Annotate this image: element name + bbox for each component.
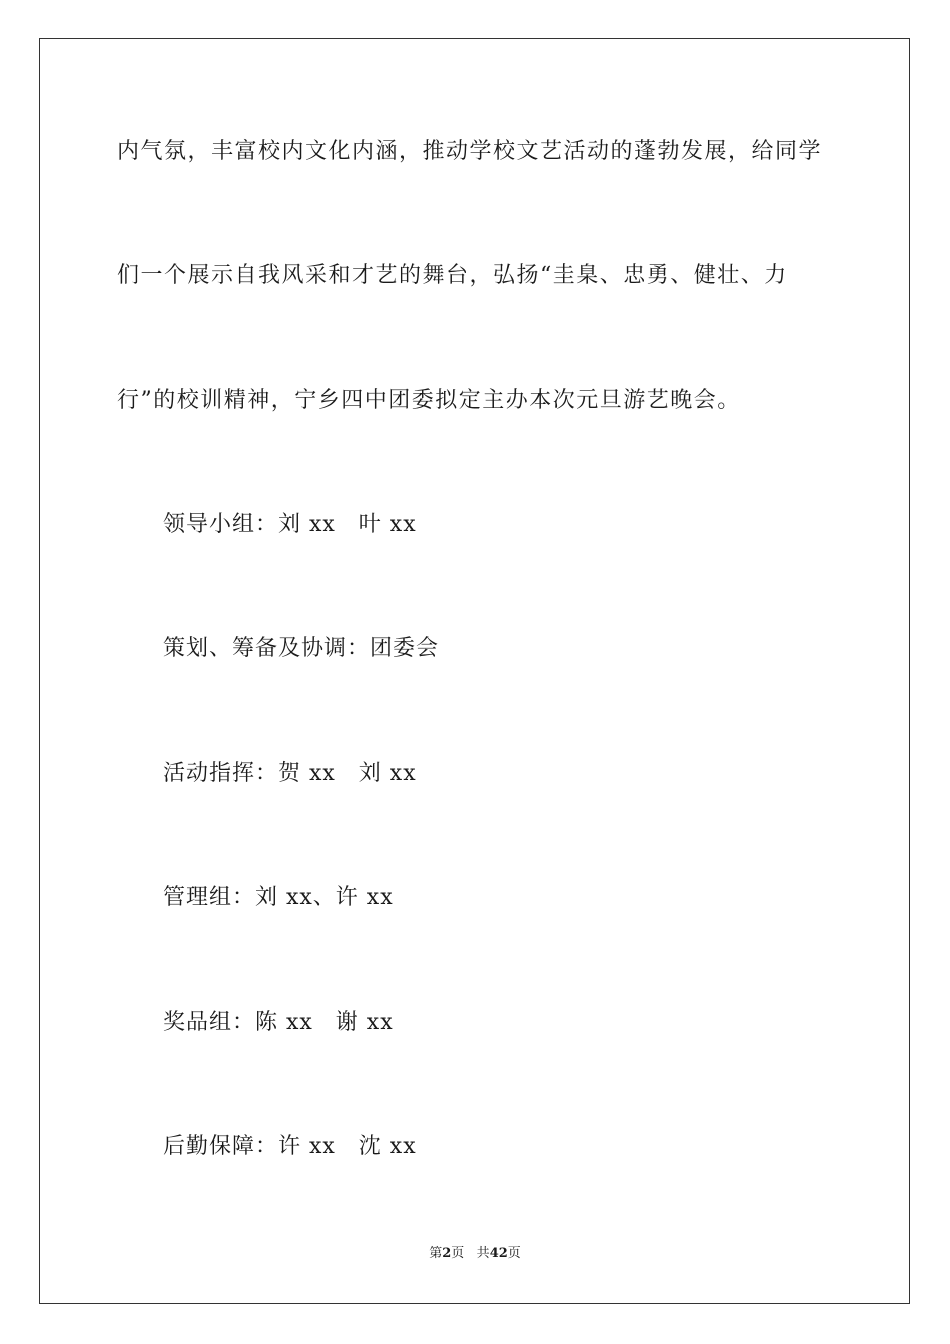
- body-line-3: 行”的校训精神，宁乡四中团委拟定主办本次元旦游艺晚会。: [117, 388, 741, 413]
- page-frame: [39, 38, 910, 1304]
- footer-page-number: 2: [442, 1246, 452, 1261]
- role-activity-command: 活动指挥：贺 xx 刘 xx: [163, 761, 417, 786]
- role-planning: 策划、筹备及协调：团委会: [163, 636, 440, 661]
- role-prize-group: 奖品组：陈 xx 谢 xx: [163, 1010, 394, 1035]
- footer-total-suffix: 页: [507, 1246, 521, 1261]
- footer-page-suffix: 页: [451, 1246, 465, 1261]
- body-line-1: 内气氛，丰富校内文化内涵，推动学校文艺活动的蓬勃发展，给同学: [117, 139, 823, 164]
- body-line-2: 们一个展示自我风采和才艺的舞台，弘扬“圭臬、忠勇、健壮、力: [117, 263, 788, 288]
- footer-total-pages: 42: [489, 1246, 508, 1261]
- role-leadership-group: 领导小组：刘 xx 叶 xx: [163, 512, 417, 537]
- role-logistics: 后勤保障：许 xx 沈 xx: [163, 1134, 417, 1159]
- footer-total-prefix: 共: [476, 1246, 490, 1261]
- footer-prefix: 第: [429, 1246, 443, 1261]
- page-footer: [0, 1245, 950, 1263]
- role-management-group: 管理组：刘 xx、许 xx: [163, 885, 394, 910]
